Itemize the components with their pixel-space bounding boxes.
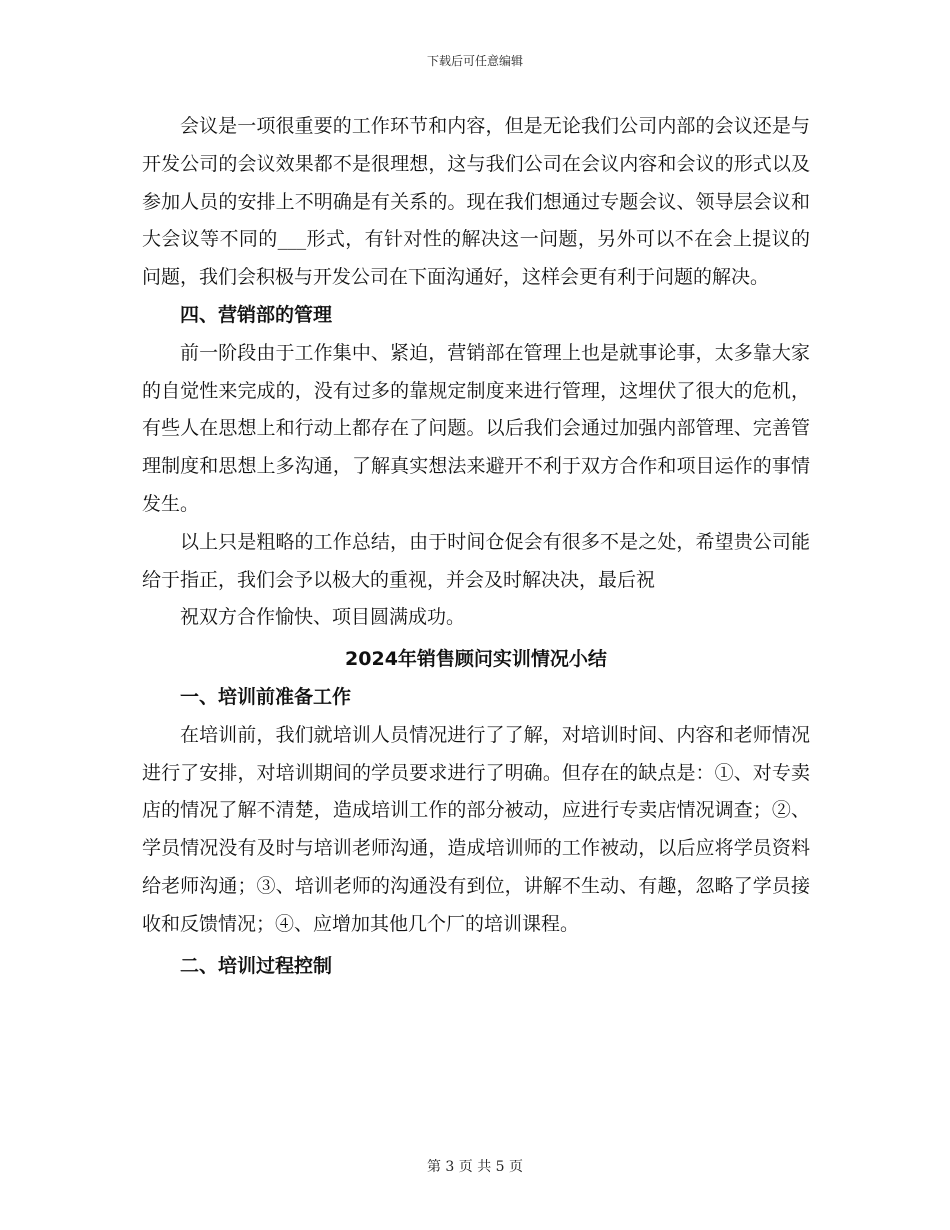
paragraph-wish: 祝双方合作愉快、项目圆满成功。 <box>180 606 466 629</box>
section-heading-process-control: 二、培训过程控制 <box>180 954 333 977</box>
section-heading-preparation: 一、培训前准备工作 <box>180 685 352 708</box>
report-title: 2024年销售顾问实训情况小结 <box>345 648 607 671</box>
paragraph-meetings: 会议是一项很重要的工作环节和内容，但是无论我们公司内部的会议还是与开发公司的会议效果都不是很理想，这与我们公司在会议内容和会议的形式以及参加人员的安排上不明确是有关系的。现在我们想通过专题会议、领导层会议和大会议等不同的___形式，有针对性的解决这一问题，另外可以不在会上提议的问题，我们会积极与开发公司在下面沟通好，这样会更有利于问题的解决。 <box>142 115 810 289</box>
paragraph-management: 前一阶段由于工作集中、紧迫，营销部在管理上也是就事论事，太多靠大家的自觉性来完成的，没有过多的靠规定制度来进行管理，这埋伏了很大的危机，有些人在思想上和行动上都存在了问题。以后我们会通过加强内部管理、完善管理制度和思想上多沟通，了解真实想法来避开不利于双方合作和项目运作的事情发生。 <box>142 341 810 515</box>
page-footer: 第 3 页 共 5 页 <box>426 1159 524 1175</box>
document-body <box>142 108 810 985</box>
paragraph-summary: 以上只是粗略的工作总结，由于时间仓促会有很多不是之处，希望贵公司能给于指正，我们会予以极大的重视，并会及时解决决，最后祝 <box>142 530 810 591</box>
page-header: 下载后可任意编辑 <box>426 54 523 68</box>
paragraph-preparation: 在培训前，我们就培训人员情况进行了了解，对培训时间、内容和老师情况进行了安排，对培训期间的学员要求进行了明确。但存在的缺点是：①、对专卖店的情况了解不清楚，造成培训工作的部分被动，应进行专卖店情况调查；②、学员情况没有及时与培训老师沟通，造成培训师的工作被动，以后应将学员资料给老师沟通；③、培训老师的沟通没有到位，讲解不生动、有趣，忽略了学员接收和反馈情况；④、应增加其他几个厂的培训课程。 <box>142 723 810 935</box>
section-heading-marketing-management: 四、营销部的管理 <box>180 303 333 326</box>
